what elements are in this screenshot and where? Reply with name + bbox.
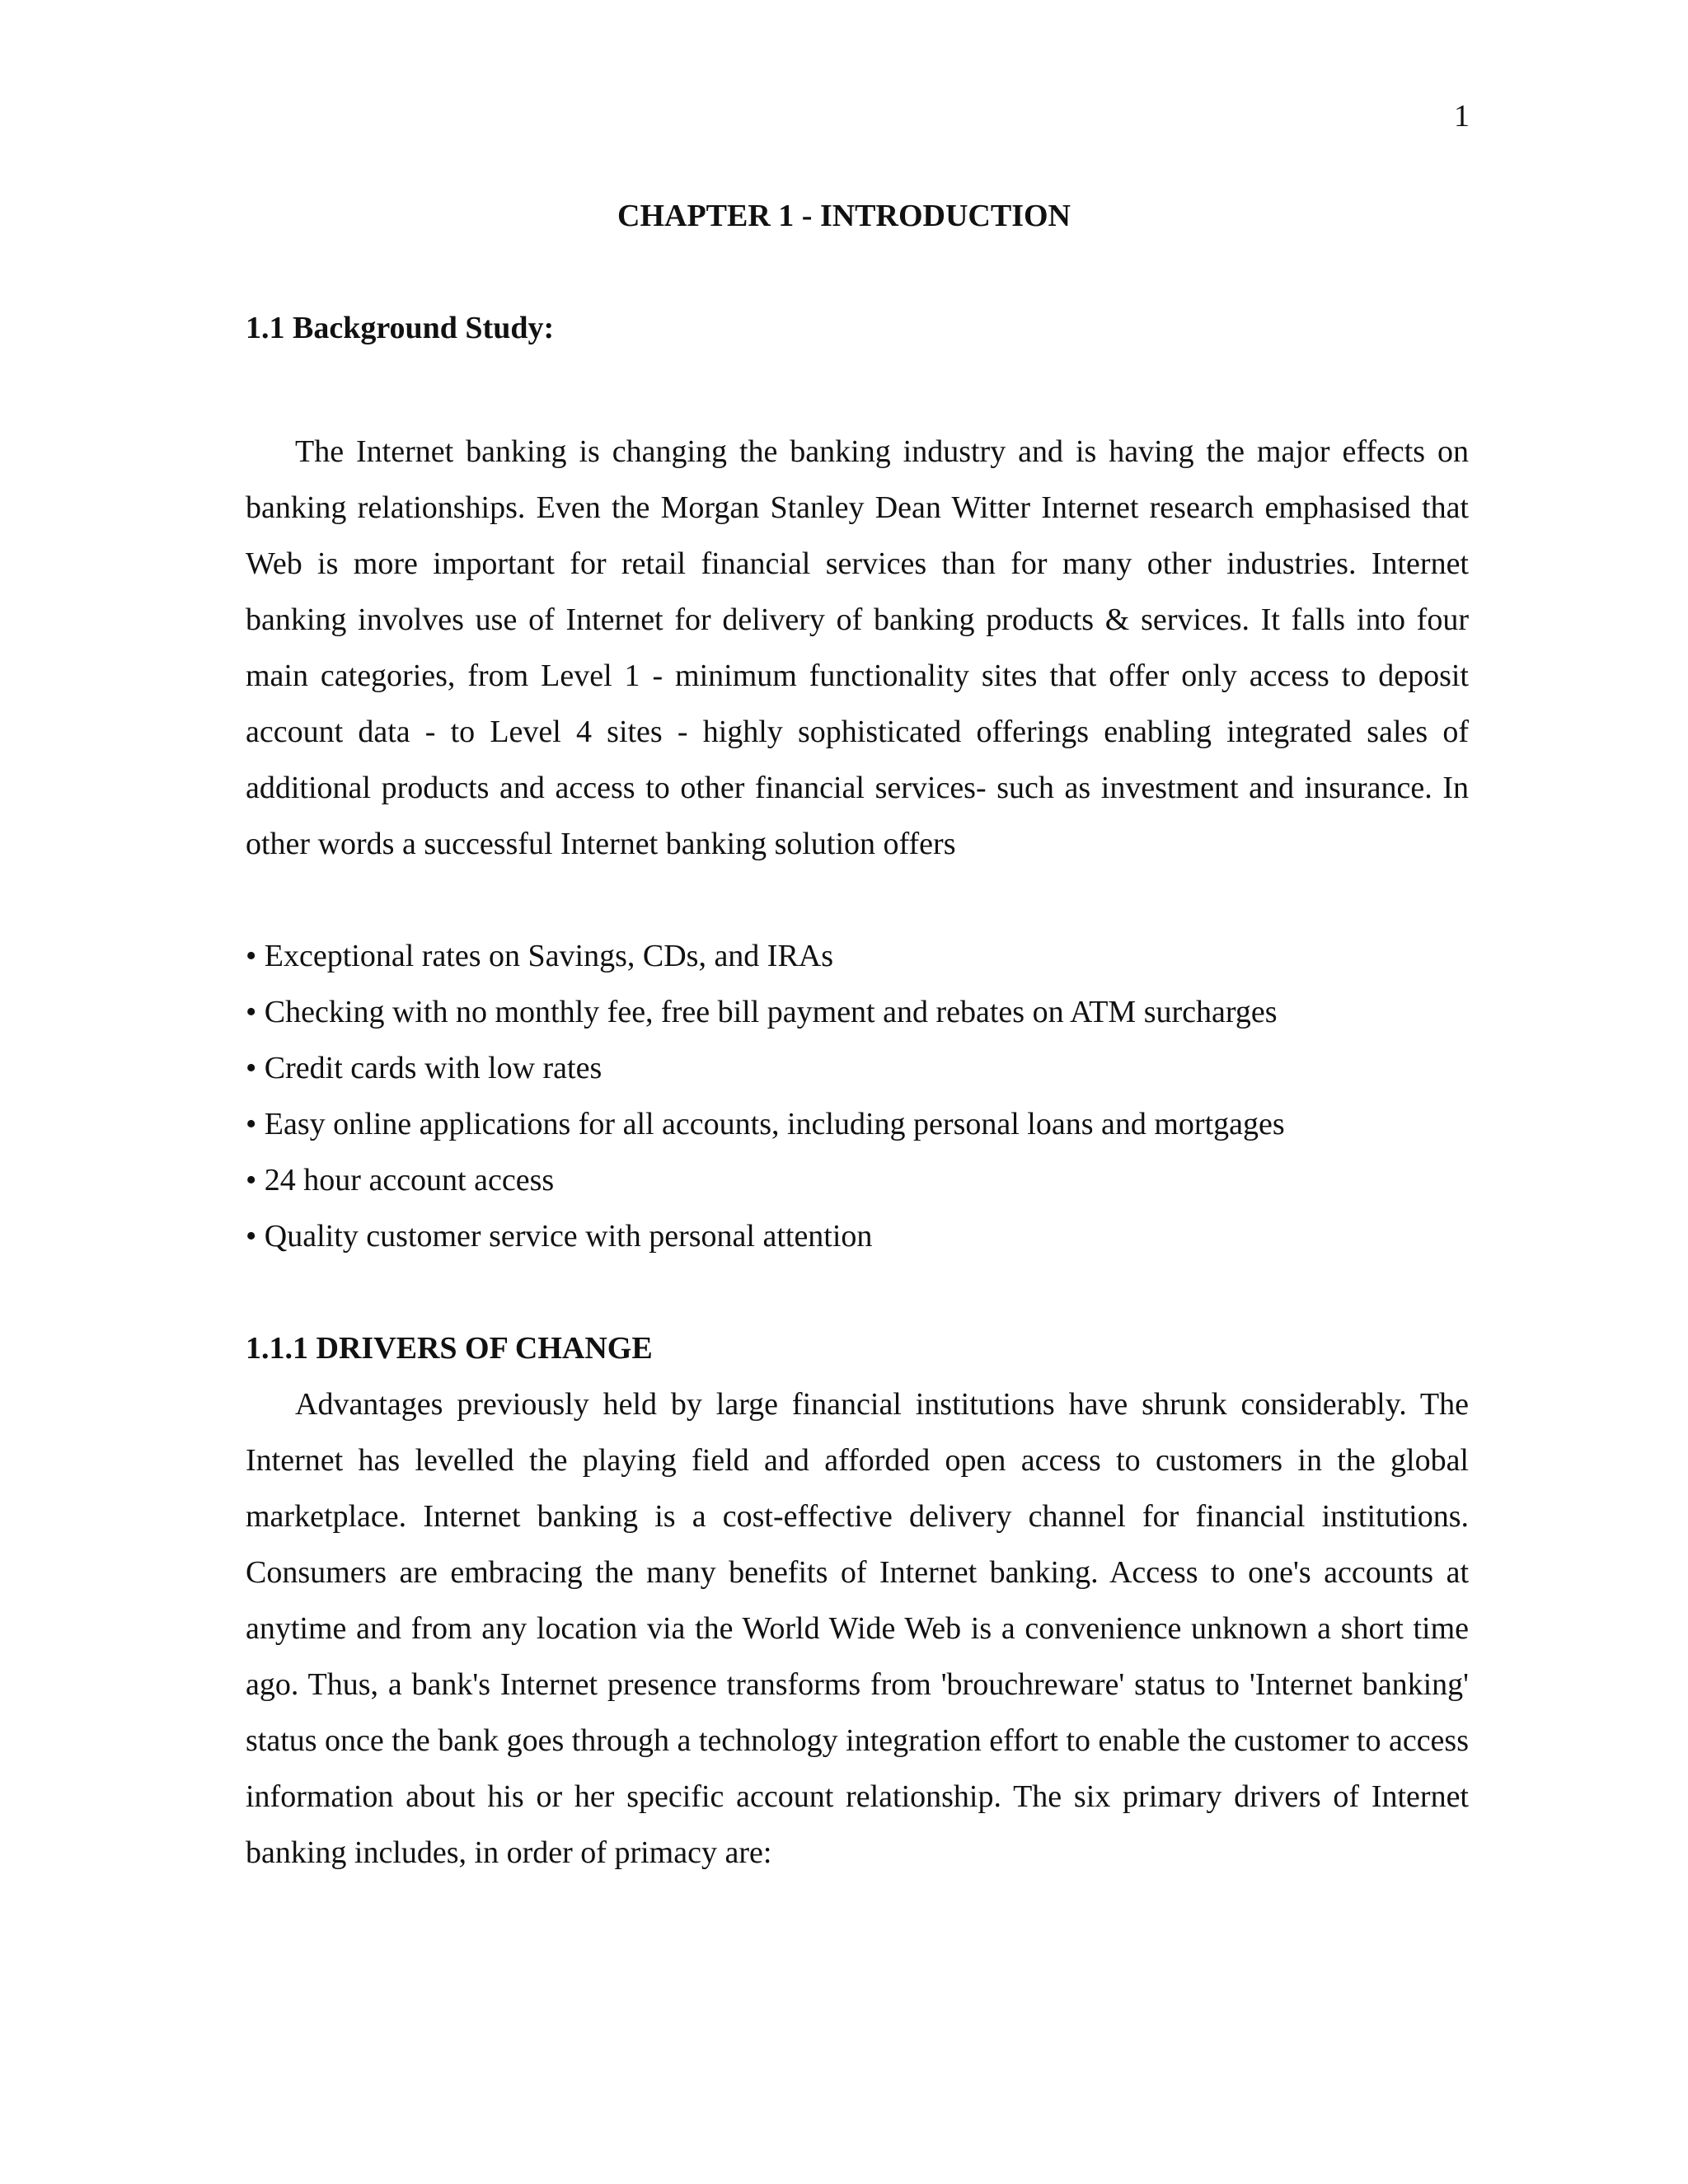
page-number: 1	[1454, 99, 1470, 134]
chapter-title: CHAPTER 1 - INTRODUCTION	[617, 199, 1071, 233]
list-item: • Credit cards with low rates	[246, 1050, 603, 1085]
list-item: • Easy online applications for all accounts, including personal loans and mortgages	[246, 1106, 1285, 1141]
list-item: • Quality customer service with personal attention	[246, 1218, 873, 1254]
background-paragraph: The Internet banking is changing the banking industry and is having the major effects on banking relationships. Even the Morgan Stanley Dean Witter Internet research emphasised that Web is more important for retail financial services than for many other industries. Internet banking involves use of Internet for delivery of banking products & services. It falls into four main categories, from Level 1 - minimum functionality sites that offer only access to deposit account data - to Level 4 sites - highly sophisticated offerings enabling integrated sales of additional products and access to other financial services- such as investment and insurance. In other words a successful Internet banking solution offers	[246, 434, 1469, 861]
list-item: • 24 hour account access	[246, 1162, 555, 1197]
subsection-heading: 1.1.1 DRIVERS OF CHANGE	[246, 1330, 653, 1366]
page-content	[246, 310, 1469, 1881]
list-item: • Exceptional rates on Savings, CDs, and IRAs	[246, 938, 834, 973]
list-item: • Checking with no monthly fee, free bill payment and rebates on ATM surcharges	[246, 994, 1278, 1029]
drivers-paragraph: Advantages previously held by large financial institutions have shrunk considerably. The Internet has levelled the playing field and afforded open access to customers in the global marketplace. Internet banking is a cost-effective delivery channel for financial institutions. Consumers are embracing the many benefits of Internet banking. Access to one's accounts at anytime and from any location via the World Wide Web is a convenience unknown a short time ago. Thus, a bank's Internet presence transforms from 'brouchreware' status to 'Internet banking' status once the bank goes through a technology integration effort to enable the customer to access information about his or her specific account relationship. The six primary drivers of Internet banking includes, in order of primacy are:	[246, 1386, 1470, 1870]
section-heading: 1.1 Background Study:	[246, 311, 555, 345]
benefits-list	[246, 928, 1469, 1264]
